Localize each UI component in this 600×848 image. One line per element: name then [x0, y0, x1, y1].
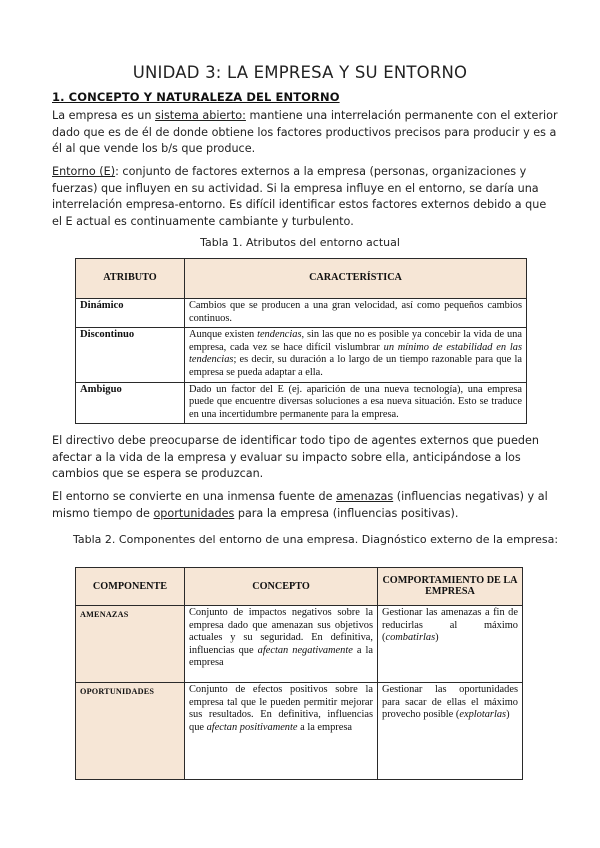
attribute-cell: Ambiguo [76, 382, 185, 424]
table-header-row [76, 568, 523, 606]
table2-caption: Tabla 2. Componentes del entorno de una empresa. Diagnóstico externo de la empresa: [73, 533, 559, 546]
paragraph-amenazas-oportunidades: El entorno se convierte en una inmensa fuente de amenazas (influencias negativas) y al mismo tiempo de oportunidades para la empresa (influencias positivas). [52, 490, 548, 520]
table-row [76, 606, 523, 683]
table-row [76, 328, 527, 382]
term-sistema-abierto: sistema abierto: [155, 109, 246, 122]
page-title: UNIDAD 3: LA EMPRESA Y SU ENTORNO [132, 63, 468, 83]
column-header-atributo: ATRIBUTO [76, 259, 185, 299]
component-cell: OPORTUNIDADES [76, 683, 185, 780]
table-header-row [76, 259, 527, 299]
concept-cell: Conjunto de efectos positivos sobre la empresa tal que le pueden permitir mejorar sus resultados. En definitiva, influencias que afectan positivamente a la empresa [185, 683, 378, 780]
term-oportunidades: oportunidades [153, 506, 235, 520]
attribute-cell: Dinámico [76, 299, 185, 328]
paragraph-directivo: El directivo debe preocuparse de identificar todo tipo de agentes externos que pueden afectar a la vida de la empresa y evaluar su impacto sobre ella, anticipándose a los cambios que se espera se produzcan. [52, 434, 539, 480]
column-header-concepto: CONCEPTO [185, 568, 378, 606]
table-atributos-entorno [75, 258, 527, 424]
description-cell: Dado un factor del E (ej. aparición de una nueva tecnología), una empresa puede que encuentre diversas soluciones a esa nueva situación. Esto se traduce en una incertidumbre permanente para la empresa. [185, 382, 527, 424]
concept-cell: Conjunto de impactos negativos sobre la empresa dado que amenazan sus objetivos actuales y su seguridad. En definitiva, influencias que afectan negativamente a la empresa [185, 606, 378, 683]
component-cell: AMENAZAS [76, 606, 185, 683]
paragraph-sistema-abierto: La empresa es un sistema abierto: mantiene una interrelación permanente con el exterior dado que es de él de donde obtiene los factores productivos precisos para producir y es a él al que vende los b/s que produce. [52, 109, 558, 155]
table-row [76, 299, 527, 328]
column-header-componente: COMPONENTE [76, 568, 185, 606]
description-cell: Cambios que se producen a una gran velocidad, así como pequeños cambios continuos. [185, 299, 527, 328]
behavior-cell: Gestionar las oportunidades para sacar de ellas el máximo provecho posible (explotarlas) [378, 683, 523, 780]
attribute-cell: Discontinuo [76, 328, 185, 382]
table1-caption: Tabla 1. Atributos del entorno actual [200, 236, 400, 249]
column-header-comportamiento: COMPORTAMIENTO DE LA EMPRESA [378, 568, 523, 606]
term-amenazas: amenazas [336, 490, 394, 503]
description-cell: Aunque existen tendencias, sin las que no es posible ya concebir la vida de una empresa, cada vez se hace difícil vislumbrar un mínimo de estabilidad en las tendencias; es decir, su duración a lo largo de un tiempo razonable para que la empresa se pueda adaptar a ella. [185, 328, 527, 382]
column-header-caracteristica: CARACTERÍSTICA [185, 259, 527, 299]
table-row [76, 683, 523, 780]
term-entorno: Entorno (E) [52, 165, 116, 178]
section-heading: 1. CONCEPTO Y NATURALEZA DEL ENTORNO [52, 90, 340, 104]
paragraph-entorno-definition: Entorno (E): conjunto de factores externos a la empresa (personas, organizaciones y fuerzas) que influyen en su actividad. Si la empresa influye en el entorno, se daría una interrelación empresa-entorno. Es difícil identificar estos factores externos debido a que el E actual es continuamente cambiante y turbulento. [52, 165, 547, 228]
table-row [76, 382, 527, 424]
table-componentes-entorno [75, 567, 523, 780]
behavior-cell: Gestionar las amenazas a fin de reducirlas al máximo (combatirlas) [378, 606, 523, 683]
